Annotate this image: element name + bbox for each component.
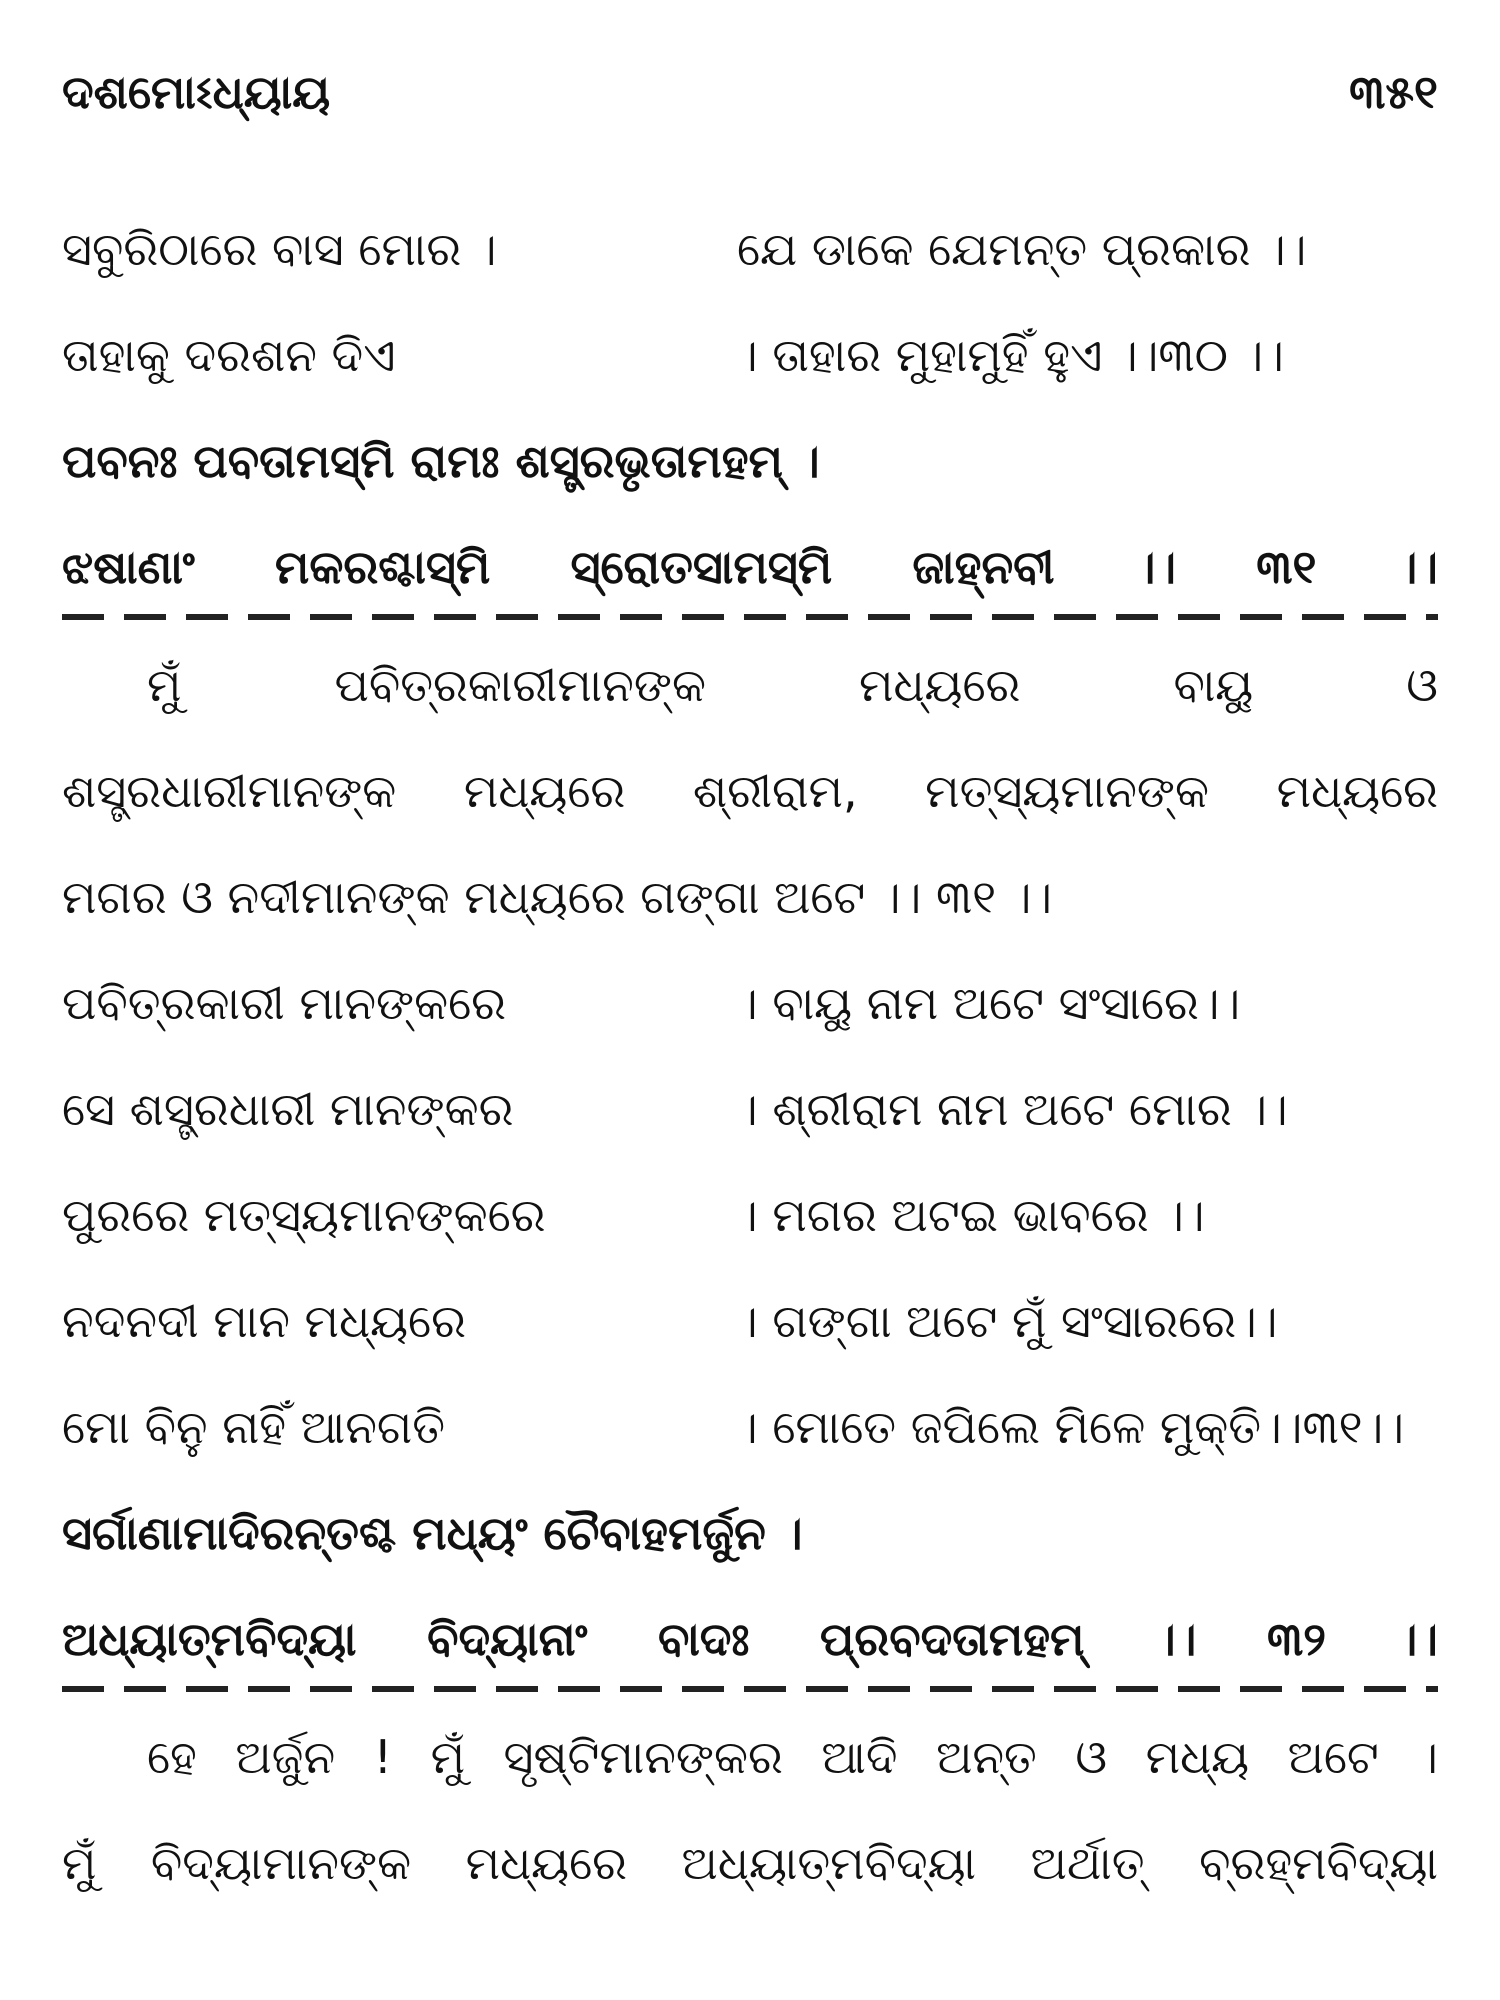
verse-line-5 — [62, 1156, 1438, 1262]
verse-line-3-second-half: । ବାୟୁ ନାମ ଅଟେ ସଂସାରେ।। — [737, 976, 1241, 1030]
translation-31-line-2 — [62, 732, 1438, 838]
translation-31-line-3-text: ମଗର ଓ ନଦୀମାନଙ୍କ ମଧ୍ୟରେ ଗଙ୍ଗା ଅଟେ ।। ୩୧ ।। — [62, 870, 1053, 924]
verse-line-6-first-half: ନଦନଦୀ ମାନ ମଧ୍ୟରେ — [62, 1294, 466, 1348]
page-header — [62, 65, 1438, 145]
verse-line-6 — [62, 1262, 1438, 1368]
verse-line-7 — [62, 1368, 1438, 1474]
verse-line-4-second-half: । ଶ୍ରୀରାମ ନାମ ଅଟେ ମୋର ।। — [737, 1082, 1288, 1136]
sanskrit-shloka-32-line-1 — [62, 1474, 1438, 1580]
shloka-32-line-2-text: ଅଧ୍ୟାତ୍ମବିଦ୍ୟା ବିଦ୍ୟାନାଂ ବାଦଃ ପ୍ରବଦତାମହମ୍ ।। ୩୨ ।। — [62, 1612, 1438, 1666]
verse-line-1 — [62, 190, 1438, 296]
verse-line-2-first-half: ତାହାକୁ ଦରଶନ ଦିଏ — [62, 328, 396, 382]
page-number: ୩୫୧ — [1349, 65, 1438, 119]
translation-32-line-1 — [62, 1698, 1438, 1804]
verse-line-4 — [62, 1050, 1438, 1156]
verse-line-6-second-half: । ଗଙ୍ଗା ଅଟେ ମୁଁ ସଂସାରରେ।। — [737, 1294, 1278, 1348]
translation-31-line-3 — [62, 838, 1438, 944]
verse-line-5-first-half: ପୁରରେ ମତ୍ସ୍ୟମାନଙ୍କରେ — [62, 1188, 546, 1242]
verse-line-4-first-half: ସେ ଶସ୍ତ୍ରଧାରୀ ମାନଙ୍କର — [62, 1082, 514, 1136]
book-page — [62, 40, 1438, 1980]
verse-line-3-first-half: ପବିତ୍ରକାରୀ ମାନଙ୍କରେ — [62, 976, 507, 1030]
verse-line-1-first-half: ସବୁରିଠାରେ ବାସ ମୋର । — [62, 222, 497, 276]
dashed-divider — [62, 614, 1438, 620]
dashed-divider — [62, 1686, 1438, 1692]
chapter-title: ଦଶମୋଽଧ୍ୟାୟ — [62, 65, 331, 119]
shloka-32-line-1-text: ସର୍ଗାଣାମାଦିରନ୍ତଶ୍ଚ ମଧ୍ୟଂ ଚୈବାହମର୍ଜୁନ । — [62, 1506, 803, 1560]
shloka-31-line-1-text: ପବନଃ ପବତାମସ୍ମି ରାମଃ ଶସ୍ତ୍ରଭୃତାମହମ୍ । — [62, 434, 820, 488]
verse-line-5-second-half: । ମଗର ଅଟଇ ଭାବରେ ।। — [737, 1188, 1205, 1242]
shloka-31-line-2-text: ଝଷାଣାଂ ମକରଶ୍ଚାସ୍ମି ସ୍ରୋତସାମସ୍ମି ଜାହ୍ନବୀ ।। ୩୧ ।। — [62, 540, 1438, 594]
verse-line-1-second-half: ଯେ ଡାକେ ଯେମନ୍ତ ପ୍ରକାର ।। — [737, 222, 1307, 276]
translation-31-line-1 — [62, 626, 1438, 732]
page-body — [62, 190, 1438, 1910]
sanskrit-shloka-32-line-2 — [62, 1580, 1438, 1686]
translation-32-line-1-text: ହେ ଅର୍ଜୁନ ! ମୁଁ ସୃଷ୍ଟିମାନଙ୍କର ଆଦି ଅନ୍ତ ଓ ମଧ୍ୟ ଅଟେ । — [147, 1730, 1438, 1784]
sanskrit-shloka-31-line-1 — [62, 402, 1438, 508]
verse-line-7-first-half: ମୋ ବିନୁ ନାହିଁ ଆନଗତି — [62, 1400, 446, 1454]
translation-31-line-1-text: ମୁଁ ପବିତ୍ରକାରୀମାନଙ୍କ ମଧ୍ୟରେ ବାୟୁ ଓ — [147, 658, 1438, 712]
sanskrit-shloka-31-line-2 — [62, 508, 1438, 614]
verse-line-2-second-half: । ତାହାର ମୁହାମୁହିଁ ହୁଏ ।।୩୦ ।। — [737, 328, 1284, 382]
translation-32-line-2 — [62, 1804, 1438, 1910]
verse-line-7-second-half: । ମୋତେ ଜପିଲେ ମିଳେ ମୁକ୍ତି।।୩୧।। — [737, 1400, 1405, 1454]
translation-32-line-2-text: ମୁଁ ବିଦ୍ୟାମାନଙ୍କ ମଧ୍ୟରେ ଅଧ୍ୟାତ୍ମବିଦ୍ୟା ଅର୍ଥାତ୍ ବ୍ରହ୍ମବିଦ୍ୟା — [62, 1836, 1438, 1890]
verse-line-2 — [62, 296, 1438, 402]
verse-line-3 — [62, 944, 1438, 1050]
translation-31-line-2-text: ଶସ୍ତ୍ରଧାରୀମାନଙ୍କ ମଧ୍ୟରେ ଶ୍ରୀରାମ, ମତ୍ସ୍ୟମାନଙ୍କ ମଧ୍ୟରେ — [62, 764, 1438, 818]
